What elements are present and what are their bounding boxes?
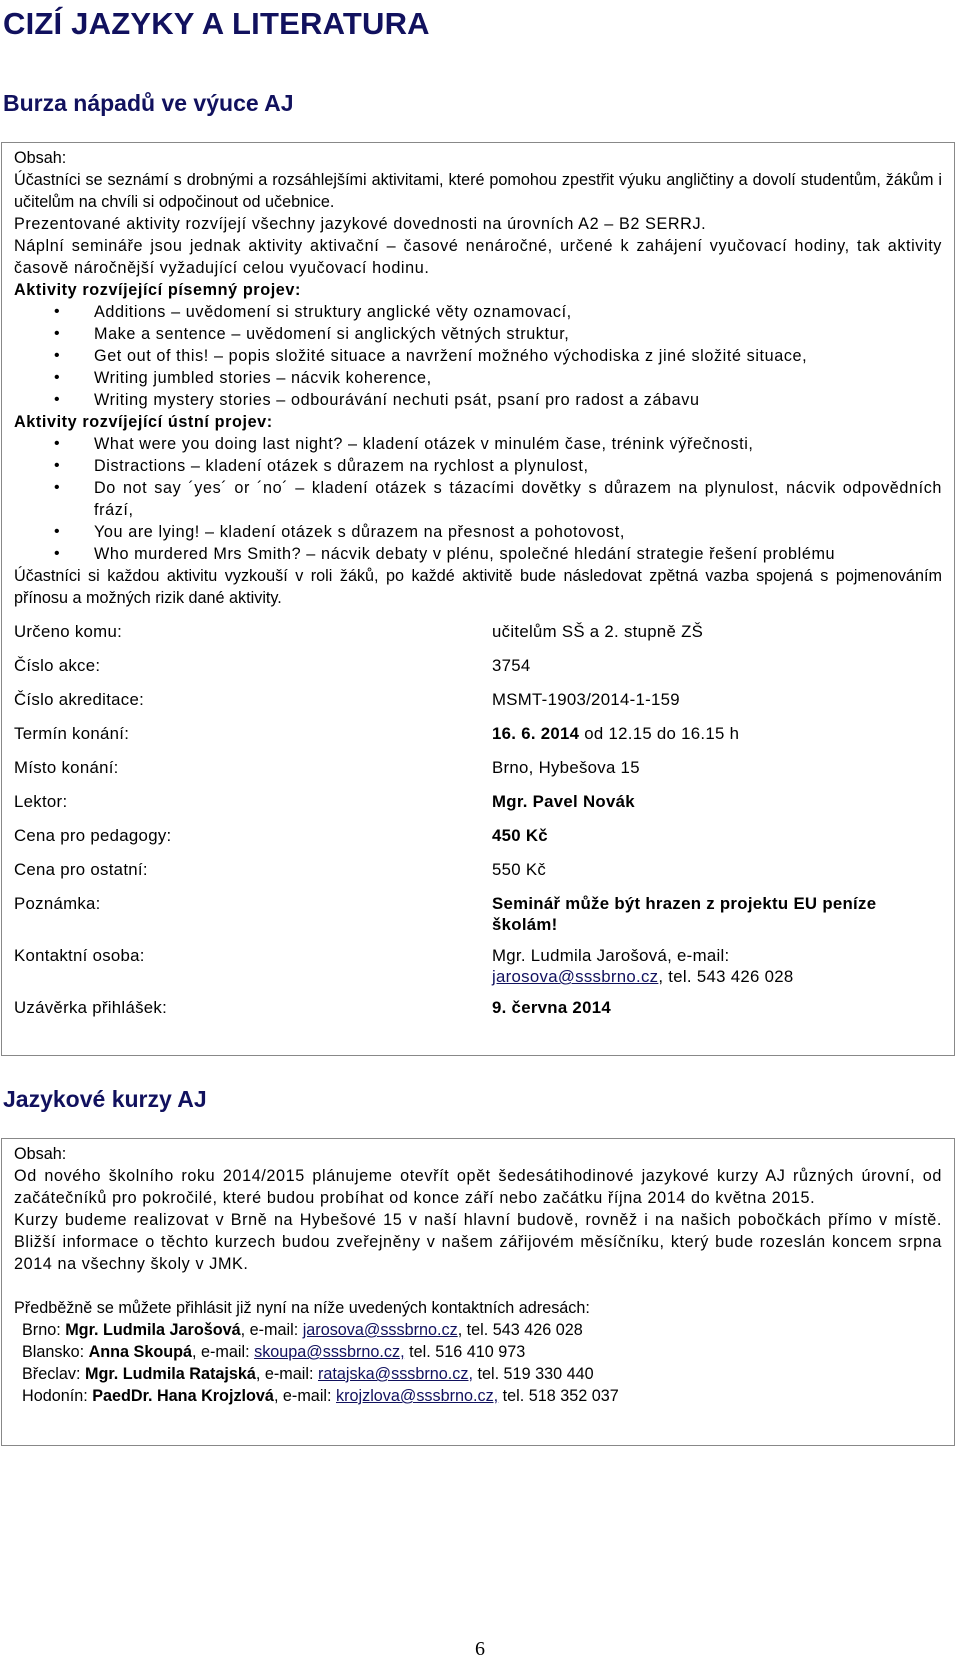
info-value: 3754 xyxy=(492,656,531,675)
info-label: Určeno komu: xyxy=(14,622,123,641)
contact-phone: tel. 518 352 037 xyxy=(498,1387,619,1405)
info-label: Termín konání: xyxy=(14,724,130,743)
obsah-label: Obsah: xyxy=(14,149,67,167)
info-label: Místo konání: xyxy=(14,758,119,777)
info-row-misto xyxy=(14,757,942,791)
intro-paragraph: Náplní semináře jsou jednak aktivity aktivační – časové nenáročné, určené k zahájení vyučovací hodiny, tak aktivity časově náročnější vyžadující celou vyučovací hodinu. xyxy=(14,237,942,277)
kurzy-paragraph: Od nového školního roku 2014/2015 plánujeme otevřít opět šedesátihodinové jazykové kurzy AJ různých úrovní, od začátečníků pro pokročilé, které budou probíhat od konce září nebo začátku října 2014 do května 2015. xyxy=(14,1167,942,1207)
kurzy-paragraph: Kurzy budeme realizovat v Brně na Hybešové 15 v naší hlavní budově, rovněž i na našich pobočkách přímo v místě. Bližší informace o těchto kurzech budou zveřejněny v našem zářijovém měsíčníku, který bude rozeslán koncem srpna 2014 na všechny školy v JMK. xyxy=(14,1211,942,1273)
info-row-cislo-akce xyxy=(14,655,942,689)
contact-name: PaedDr. Hana Krojzlová xyxy=(92,1387,274,1405)
contact-list xyxy=(14,1319,942,1407)
info-label: Číslo akreditace: xyxy=(14,690,145,709)
info-row-akreditace xyxy=(14,689,942,723)
info-label: Uzávěrka přihlášek: xyxy=(14,998,168,1017)
contact-city: Hodonín: xyxy=(22,1387,93,1405)
list-item: • Who murdered Mrs Smith? – nácvik debaty v plénu, společné hledání strategie řešení problému xyxy=(14,543,942,565)
contact-row xyxy=(22,1363,942,1385)
info-row-uzaverka xyxy=(14,997,942,1027)
info-label: Poznámka: xyxy=(14,894,101,913)
info-value: MSMT-1903/2014-1-159 xyxy=(492,690,680,709)
info-row-kontakt xyxy=(14,945,942,997)
info-label: Číslo akce: xyxy=(14,656,101,675)
info-value: 9. června 2014 xyxy=(492,998,611,1017)
info-row-poznamka xyxy=(14,893,942,945)
info-value: Seminář může být hrazen z projektu EU peníze školám! xyxy=(492,894,877,934)
kurzy-paragraph: Předběžně se můžete přihlásit již nyní na níže uvedených kontaktních adresách: xyxy=(14,1299,590,1317)
info-row-cena-ostatni xyxy=(14,859,942,893)
contact-email-link[interactable]: krojzlova@sssbrno.cz, xyxy=(336,1387,499,1405)
list-item: • What were you doing last night? – kladení otázek v minulém čase, trénink výřečnosti, xyxy=(14,433,942,455)
info-row-lektor xyxy=(14,791,942,825)
info-row-urceno xyxy=(14,621,942,655)
contact-city: Břeclav: xyxy=(22,1365,85,1383)
info-value xyxy=(492,945,942,997)
contact-email-link[interactable]: skoupa@sssbrno.cz, xyxy=(254,1343,405,1361)
section-title-burza: Burza nápadů ve výuce AJ xyxy=(3,90,294,116)
contact-separator: , e-mail: xyxy=(255,1365,318,1383)
info-value: Mgr. Pavel Novák xyxy=(492,792,635,811)
list-item: • Do not say ´yes´ or ´no´ – kladení otázek s tázacími dovětky s důrazem na plynulost, nácvik odpovědních frází, xyxy=(14,477,942,521)
contact-separator: , e-mail: xyxy=(240,1321,303,1339)
termin-time: od 12.15 do 16.15 h xyxy=(579,724,740,743)
written-activities-list xyxy=(14,301,942,411)
contact-name: Mgr. Ludmila Jarošová, e-mail: xyxy=(492,946,730,965)
list-item: • Additions – uvědomení si struktury anglické věty oznamovací, xyxy=(14,301,942,323)
course-box-kurzy xyxy=(1,1138,955,1446)
contact-name: Mgr. Ludmila Jarošová xyxy=(65,1321,241,1339)
written-activities-heading: Aktivity rozvíjející písemný projev: xyxy=(14,281,301,299)
info-label: Kontaktní osoba: xyxy=(14,946,145,965)
closing-paragraph: Účastníci si každou aktivitu vyzkouší v roli žáků, po každé aktivitě bude následovat zpětná vazba spojená s pojmenováním přínosu a možných rizik dané aktivity. xyxy=(14,567,942,607)
obsah-label: Obsah: xyxy=(14,1145,67,1163)
termin-date: 16. 6. 2014 xyxy=(492,724,580,743)
contact-city: Brno: xyxy=(22,1321,66,1339)
contact-name: Mgr. Ludmila Ratajská xyxy=(84,1365,256,1383)
info-value: učitelům SŠ a 2. stupně ZŠ xyxy=(492,622,704,641)
list-item: • Get out of this! – popis složité situace a navržení možného východiska z jiné složité situace, xyxy=(14,345,942,367)
list-item: • Make a sentence – uvědomení si anglických větných struktur, xyxy=(14,323,942,345)
list-item: • You are lying! – kladení otázek s důrazem na přesnost a pohotovost, xyxy=(14,521,942,543)
intro-paragraph: Prezentované aktivity rozvíjejí všechny jazykové dovednosti na úrovních A2 – B2 SERRJ. xyxy=(14,215,707,233)
info-value xyxy=(492,723,942,757)
info-label: Lektor: xyxy=(14,792,68,811)
course-box-burza xyxy=(1,142,955,1056)
contact-name: Anna Skoupá xyxy=(88,1343,193,1361)
contact-phone: , tel. 543 426 028 xyxy=(457,1321,583,1339)
contact-phone: tel. 516 410 973 xyxy=(404,1343,526,1361)
page-title: CIZÍ JAZYKY A LITERATURA xyxy=(3,6,430,41)
contact-separator: , e-mail: xyxy=(192,1343,255,1361)
oral-activities-list xyxy=(14,433,942,565)
contact-email-link[interactable]: jarosova@sssbrno.cz xyxy=(492,967,659,986)
info-value: 450 Kč xyxy=(492,826,548,845)
contact-row xyxy=(22,1341,942,1363)
intro-paragraph: Účastníci se seznámí s drobnými a rozsáhlejšími aktivitami, které pomohou zpestřit výuku angličtiny a dovolí studentům, žákům i učitelům na chvíli si odpočinout od učebnice. xyxy=(14,171,942,211)
course-info-table xyxy=(14,621,942,1027)
info-row-termin xyxy=(14,723,942,757)
contact-email-link[interactable]: jarosova@sssbrno.cz xyxy=(302,1321,458,1339)
info-label: Cena pro pedagogy: xyxy=(14,826,172,845)
list-item: • Distractions – kladení otázek s důrazem na rychlost a plynulost, xyxy=(14,455,942,477)
info-value: Brno, Hybešova 15 xyxy=(492,758,640,777)
contact-phone: , tel. 543 426 028 xyxy=(658,967,794,986)
info-value: 550 Kč xyxy=(492,860,547,879)
contact-separator: , e-mail: xyxy=(273,1387,337,1405)
contact-phone: tel. 519 330 440 xyxy=(472,1365,594,1383)
list-item: • Writing jumbled stories – nácvik koherence, xyxy=(14,367,942,389)
oral-activities-heading: Aktivity rozvíjející ústní projev: xyxy=(14,413,273,431)
contact-email-link[interactable]: ratajska@sssbrno.cz, xyxy=(317,1365,473,1383)
section-title-kurzy: Jazykové kurzy AJ xyxy=(3,1086,207,1112)
info-row-cena-pedagogy xyxy=(14,825,942,859)
page-number: 6 xyxy=(475,1638,485,1660)
contact-row xyxy=(22,1319,942,1341)
info-label: Cena pro ostatní: xyxy=(14,860,148,879)
list-item: • Writing mystery stories – odbourávání nechuti psát, psaní pro radost a zábavu xyxy=(14,389,942,411)
contact-row xyxy=(22,1385,942,1407)
contact-city: Blansko: xyxy=(22,1343,89,1361)
